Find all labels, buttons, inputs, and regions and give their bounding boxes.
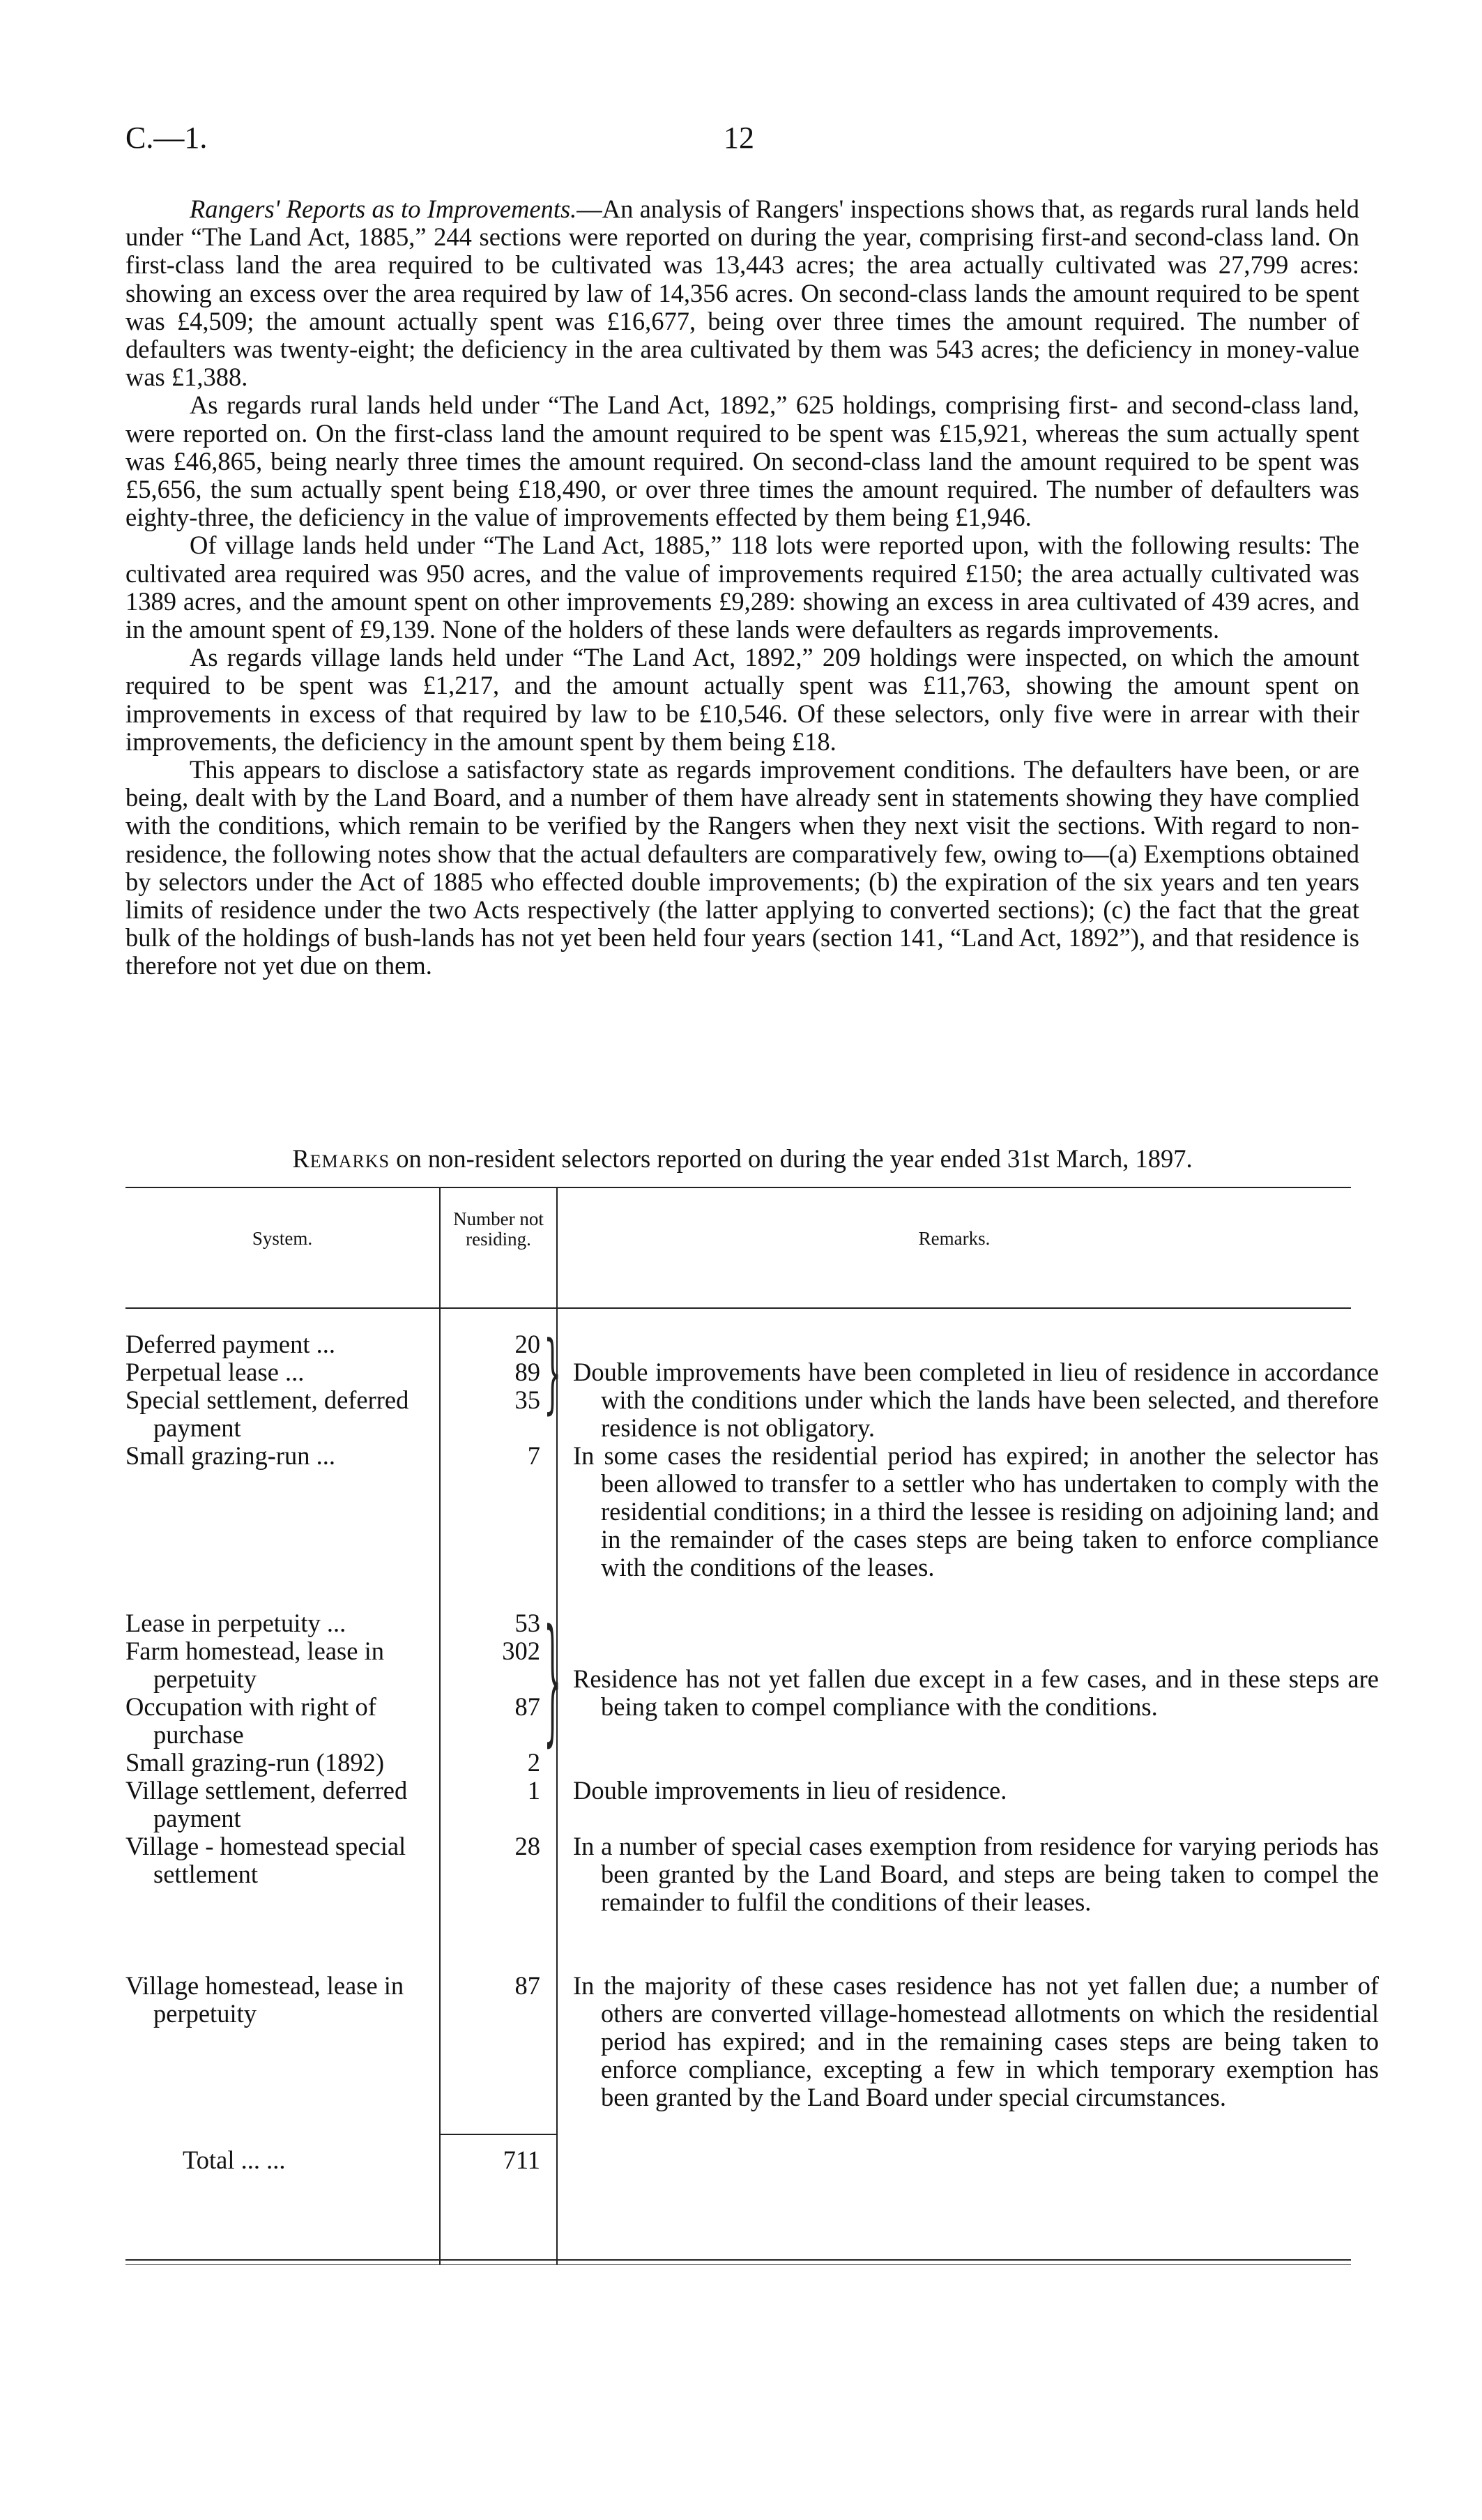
remark-special-exemption: In a number of special cases exemption from residence for varying periods has been granted by the Land Board, and steps are being taken to compel the remainder to fulfil the conditions of their leases.	[573, 1832, 1379, 1916]
remark-village-settlement: Double improvements in lieu of residence.	[573, 1776, 1007, 1805]
brace-group-2-icon: }	[544, 1604, 562, 1761]
number-small-grazing-run-1892: 2	[527, 1748, 540, 1777]
total-above-rule	[441, 2134, 556, 2135]
system-village-homestead-special: Village - homestead special settlement	[125, 1832, 406, 1888]
header-remarks: Remarks.	[918, 1228, 991, 1249]
number-deferred-payment: 20	[514, 1330, 540, 1358]
remark-majority-not-due: In the majority of these cases residence has not yet fallen due; a number of others are converted village-homestead allotments on which the residential period has expired; and in the remaining cases steps are being taken to enforce compliance, excepting a few in which temporary exemption has been granted by the Land Board under special circumstances.	[573, 1971, 1379, 2111]
table-caption: Remarks on non-resident selectors reported on during the year ended 31st March, 1897.	[292, 1144, 1193, 1173]
number-lease-in-perpetuity: 53	[514, 1609, 540, 1637]
system-lease-in-perpetuity: Lease in perpetuity ...	[125, 1609, 346, 1637]
table-bottom-rule-thin	[125, 2264, 1351, 2265]
table-bottom-rule	[125, 2259, 1351, 2261]
number-farm-homestead: 302	[502, 1637, 540, 1665]
document-reference: C.—1.	[125, 121, 208, 155]
system-farm-homestead: Farm homestead, lease in perpetuity	[125, 1637, 384, 1693]
paragraph-village-1885: Of village lands held under “The Land Act, 1885,” 118 lots were reported upon, with the following results: The cultivated area required was 950 acres, and the value of improvements required £150; the area actually cultivated was 1389 acres, and the amount spent on other improvements £9,289: showing an excess in area cultivated of 439 acres, and in the amount spent of £9,139. None of the holders of these lands were defaulters as regards improvements.	[125, 531, 1359, 644]
remark-double-improvements: Double improvements have been completed in lieu of residence in accordance with the conditions under which the lands have been selected, and therefore residence is not obligatory.	[573, 1358, 1379, 1442]
system-perpetual-lease: Perpetual lease ...	[125, 1358, 305, 1386]
system-small-grazing-run: Small grazing-run ...	[125, 1441, 336, 1470]
paragraph-rangers-reports: Rangers' Reports as to Improvements.—An analysis of Rangers' inspections shows that, as regards rural lands held under “The Land Act, 1885,” 244 sections were reported on during the year, comprising first-and second-class land. On first-class land the area required to be cultivated was 13,443 acres; the area actually cultivated was 27,799 acres: showing an excess over the area required by law of 14,356 acres. On second-class lands the amount required to be spent was £4,509; the amount actually spent was £16,677, being over three times the amount required. The number of defaulters was twenty-eight; the deficiency in the area cultivated by them was 543 acres; the deficiency in money-value was £1,388.	[125, 195, 1359, 392]
system-village-homestead-lease: Village homestead, lease in perpetuity	[125, 1971, 404, 2028]
header-system: System.	[252, 1228, 313, 1249]
report-body	[125, 195, 1359, 980]
paragraph-village-1892: As regards village lands held under “The Land Act, 1892,” 209 holdings were inspected, on which the amount required to be spent was £1,217, and the amount actually spent was £11,763, showing the amount spent on improvements in excess of that required by law to be £10,546. Of these selectors, only five were in arrear with their improvements, the deficiency in the amount spent by them being £18.	[125, 643, 1359, 756]
paragraph-lead-heading: Rangers' Reports as to Improvements.	[190, 195, 577, 223]
table-top-rule	[125, 1187, 1351, 1188]
header-bottom-rule	[125, 1307, 1351, 1309]
number-occupation-right-of-purchase: 87	[514, 1692, 540, 1721]
number-small-grazing-run: 7	[527, 1441, 540, 1470]
remark-residence-not-due: Residence has not yet fallen due except in a few cases, and in these steps are being taken to compel compliance with the conditions.	[573, 1664, 1379, 1721]
system-special-settlement: Special settlement, deferred payment	[125, 1386, 409, 1442]
paragraph-rural-1892: As regards rural lands held under “The Land Act, 1892,” 625 holdings, comprising first- and second-class land, were reported on. On the first-class land the amount required to be spent was £15,921, whereas the sum actually spent was £46,865, being nearly three times the amount required. On second-class land the amount required to be spent was £5,656, the sum actually spent being £18,490, or over three times the amount required. The number of defaulters was eighty-three, the deficiency in the value of improvements effected by them being £1,946.	[125, 390, 1359, 532]
total-value: 711	[503, 2146, 540, 2174]
system-village-settlement: Village settlement, deferred payment	[125, 1776, 408, 1832]
system-deferred-payment: Deferred payment ...	[125, 1330, 335, 1358]
header-number-not-residing: Number not residing.	[453, 1208, 544, 1250]
remark-small-grazing-run: In some cases the residential period has expired; in another the selector has been allowed to transfer to a settler who has undertaken to comply with the residential conditions; in a third the lessee is residing on adjoining land; and in the remainder of the cases steps are being taken to enforce compliance with the conditions of the leases.	[573, 1441, 1379, 1581]
system-small-grazing-run-1892: Small grazing-run (1892)	[125, 1748, 384, 1777]
page-number: 12	[724, 121, 754, 155]
number-special-settlement: 35	[514, 1386, 540, 1414]
total-label: Total ... ...	[183, 2146, 286, 2174]
number-village-homestead-lease: 87	[514, 1971, 540, 2000]
brace-group-1-icon: }	[544, 1325, 562, 1425]
system-occupation-right-of-purchase: Occupation with right of purchase	[125, 1692, 376, 1749]
number-village-settlement: 1	[527, 1776, 540, 1805]
number-perpetual-lease: 89	[514, 1358, 540, 1386]
paragraph-conclusion: This appears to disclose a satisfactory state as regards improvement conditions. The defaulters have been, or are being, dealt with by the Land Board, and a number of them have already sent in statements showing they have complied with the conditions, which remain to be verified by the Rangers when they next visit the sections. With regard to non-residence, the following notes show that the actual defaulters are comparatively few, owing to—(a) Exemptions obtained by selectors under the Act of 1885 who effected double improvements; (b) the expiration of the six years and ten years limits of residence under the two Acts respectively (the latter applying to converted sections); (c) the fact that the great bulk of the holdings of bush-lands has not yet been held four years (section 141, “Land Act, 1892”), and that residence is therefore not yet due on them.	[125, 755, 1359, 980]
number-village-homestead-special: 28	[514, 1832, 540, 1860]
